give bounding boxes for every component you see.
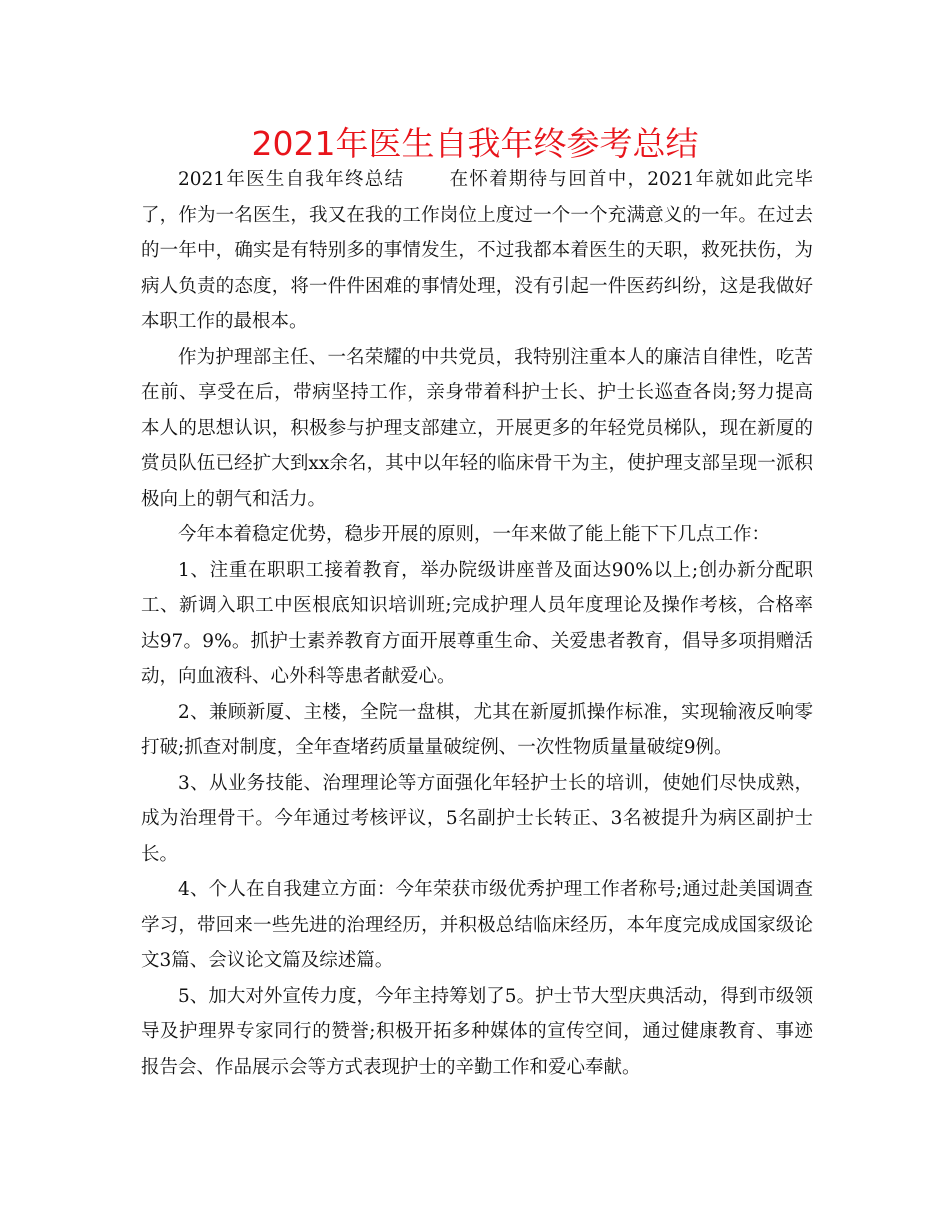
paragraph: 今年本着稳定优势，稳步开展的原则，一年来做了能上能下下几点工作： <box>178 524 771 545</box>
paragraph-intro <box>141 162 813 340</box>
paragraph: 4、个人在自我建立方面：今年荣获市级优秀护理工作者称号;通过赴美国调查学习，带回来一些先进的治理经历，并积极总结临床经历，本年度完成成国家级论文3篇、会议论文篇及综述篇。 <box>141 879 813 971</box>
paragraph: 1、注重在职职工接着教育，举办院级讲座普及面达90%以上;创办新分配职工、新调入职工中医根底知识培训班;完成护理人员年度理论及操作考核，合格率达97。9%。抓护士素养教育方面开展尊重生命、关爱患者教育，倡导多项捐赠活动，向血液科、心外科等患者献爱心。 <box>141 559 813 687</box>
paragraph: 5、加大对外宣传力度，今年主持筹划了5。护士节大型庆典活动，得到市级领导及护理界专家同行的赞誉;积极开拓多种媒体的宣传空间，通过健康教育、事迹报告会、作品展示会等方式表现护士的辛勤工作和爱心奉献。 <box>141 985 813 1078</box>
paragraph-text: 在怀着期待与回首中，2021年就如此完毕了，作为一名医生，我又在我的工作岗位上度过一个一个充满意义的一年。在过去的一年中，确实是有特别多的事情发生，不过我都本着医生的天职，救死扶伤，为病人负责的态度，将一件件困难的事情处理，没有引起一件医药纠纷，这是我做好本职工作的最根本。 <box>141 169 813 332</box>
document-body <box>141 162 813 1085</box>
paragraph: 3、从业务技能、治理理论等方面强化年轻护士长的培训，使她们尽快成熟，成为治理骨干。今年通过考核评议，5名副护士长转正、3名被提升为病区副护士长。 <box>141 772 813 865</box>
paragraph: 作为护理部主任、一名荣耀的中共党员，我特别注重本人的廉洁自律性，吃苦在前、享受在后，带病坚持工作，亲身带着科护士长、护士长巡查各岗;努力提高本人的思想认识，积极参与护理支部建立，开展更多的年轻党员梯队，现在新厦的赏员队伍已经扩大到xx余名，其中以年轻的临床骨干为主，使护理支部呈现一派积极向上的朝气和活力。 <box>141 346 813 510</box>
document-title: 2021年医生自我年终参考总结 <box>251 124 699 163</box>
paragraph: 2、兼顾新厦、主楼，全院一盘棋，尤其在新厦抓操作标准，实现输液反响零打破;抓查对制度，全年查堵药质量量破绽例、一次性物质量量破绽9例。 <box>141 701 813 758</box>
intro-heading: 2021年医生自我年终总结 <box>178 169 405 190</box>
